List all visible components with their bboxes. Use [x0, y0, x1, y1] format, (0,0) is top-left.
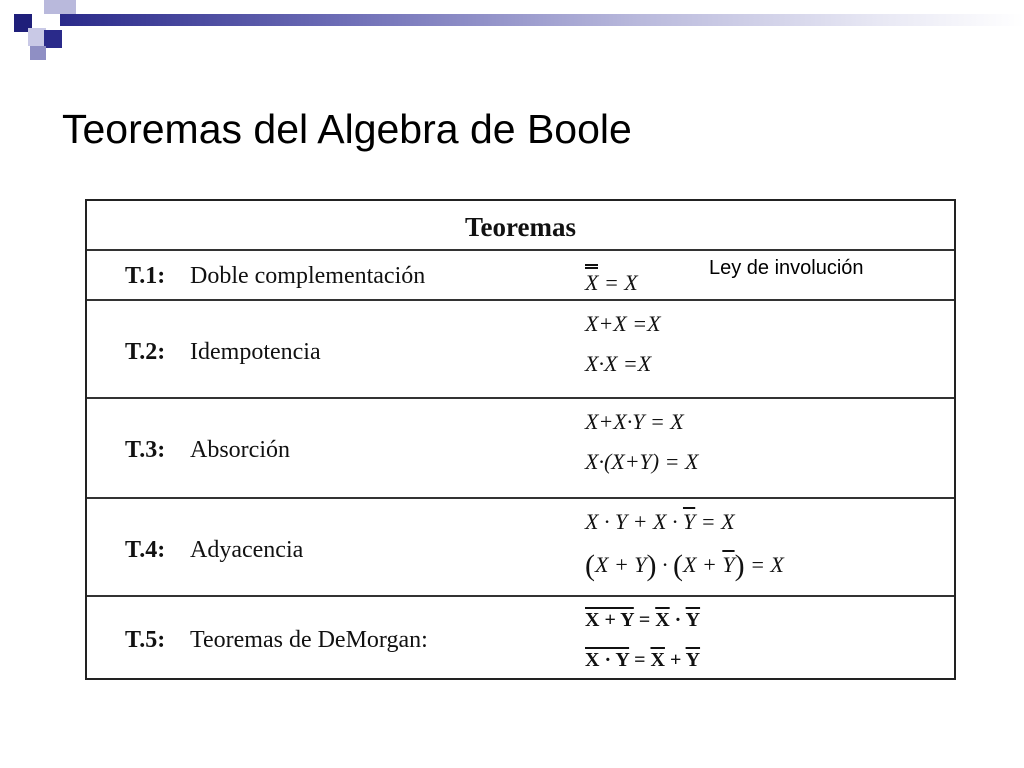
equation-involution: X = X	[585, 267, 638, 296]
table-row-t4	[87, 499, 954, 595]
deco-square-3	[58, 0, 76, 14]
deco-square-5	[44, 30, 62, 48]
theorem-id: T.2:	[125, 339, 166, 365]
theorem-name: Teoremas de DeMorgan:	[190, 627, 428, 653]
theorem-id: T.4:	[125, 537, 166, 563]
deco-gradient-bar	[60, 14, 1024, 26]
equation-adjacency-1: $X \cdot Y + X \cdot \overline{Y} = X$	[585, 509, 735, 534]
theorem-id: T.3:	[125, 437, 166, 463]
theorem-id: T.5:	[125, 627, 166, 653]
equation-adjacency-2: $(X + Y) \cdot (X + \overline{Y}) = X$	[585, 549, 784, 582]
equation: X·(X+Y) = X	[585, 449, 699, 474]
table-row-t3	[87, 399, 954, 497]
theorem-name: Adyacencia	[190, 537, 304, 563]
table-row-t1	[87, 251, 954, 299]
slide-title: Teoremas del Algebra de Boole	[62, 106, 632, 152]
equation-demorgan-1: $X + Y = \overline{X} \cdot \overline{Y}$	[585, 609, 701, 631]
table-header: Teoremas	[465, 212, 576, 242]
theorem-id: T.1:	[125, 263, 166, 289]
table-row-t5	[87, 597, 954, 680]
deco-square-6	[30, 46, 46, 60]
equation: X·X =X	[585, 351, 652, 376]
equation: X+X·Y = X	[585, 409, 684, 434]
equation: X+X =X	[585, 311, 661, 336]
equation-demorgan-2: $X \cdot Y = \overline{X} + \overline{Y}$	[585, 649, 701, 671]
theorem-name: Doble complementación	[190, 263, 426, 289]
theorem-name: Idempotencia	[190, 339, 321, 365]
theorems-table	[85, 199, 956, 680]
involution-note: Ley de involución	[709, 257, 864, 279]
table-row-t2	[87, 301, 954, 397]
theorem-name: Absorción	[190, 437, 290, 463]
